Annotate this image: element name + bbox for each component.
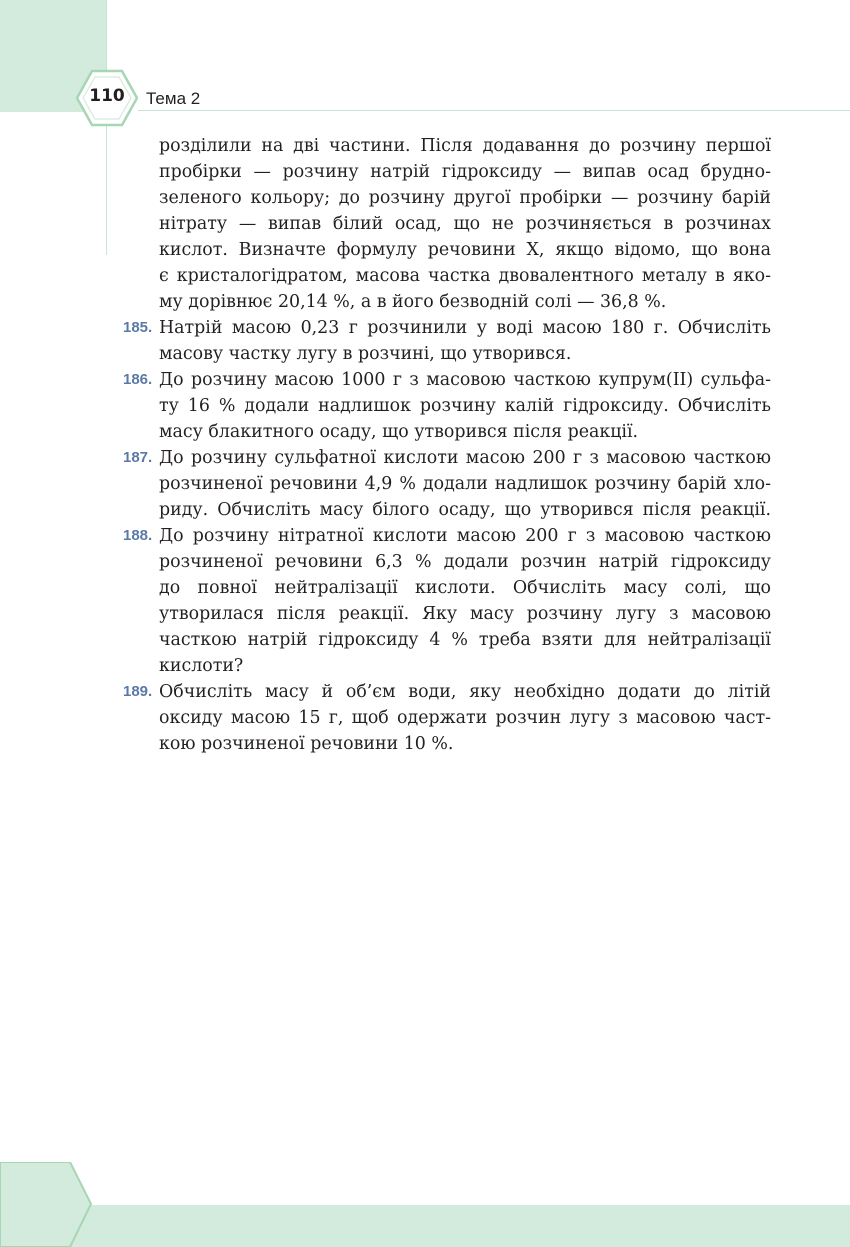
problem-first-line <box>0 367 850 393</box>
text-line <box>0 263 850 289</box>
line-text: До розчину масою 1000 г з масовою часткою купрум(ІІ) сульфа- <box>159 370 771 390</box>
line-text: часткою натрій гідроксиду 4 % треба взяти для нейтралізації <box>159 630 771 650</box>
line-text: масу блакитного осаду, що утворився після реакції. <box>159 422 639 442</box>
line-text: до повної нейтралізації кислоти. Обчисліть масу солі, що <box>159 578 771 598</box>
text-line <box>0 731 850 757</box>
text-line <box>0 185 850 211</box>
page-number: 110 <box>89 86 125 106</box>
header-horizontal-rule <box>138 110 850 111</box>
text-line <box>0 497 850 523</box>
problems-text <box>0 133 850 757</box>
footer-tab <box>0 1162 92 1247</box>
text-line <box>0 575 850 601</box>
line-text: До розчину сульфатної кислоти масою 200 г з масовою часткою <box>159 448 771 468</box>
line-text: розчиненої речовини 4,9 % додали надлишок розчину барій хло- <box>159 474 771 494</box>
problem-number: 187. <box>123 449 153 466</box>
text-line <box>0 549 850 575</box>
text-line <box>0 705 850 731</box>
text-line <box>0 133 850 159</box>
line-text: кою розчиненої речовини 10 %. <box>159 734 454 754</box>
text-line <box>0 393 850 419</box>
problem-first-line <box>0 315 850 341</box>
text-line <box>0 601 850 627</box>
text-line <box>0 159 850 185</box>
line-text: утворилася після реакції. Яку масу розчину лугу з масовою <box>159 604 771 624</box>
line-text: риду. Обчисліть масу білого осаду, що утворився після реакції. <box>159 500 771 520</box>
problem-number: 188. <box>123 527 153 544</box>
line-text: пробірки — розчину натрій гідроксиду — випав осад брудно- <box>159 162 771 182</box>
line-text: До розчину нітратної кислоти масою 200 г з масовою часткою <box>159 526 771 546</box>
line-text: Обчисліть масу й об’єм води, яку необхідно додати до літій <box>159 682 771 702</box>
text-line <box>0 627 850 653</box>
line-text: кислоти? <box>159 656 244 676</box>
footer-band <box>0 1205 850 1247</box>
line-text: кислот. Визначте формулу речовини X, якщо відомо, що вона <box>159 240 771 260</box>
problem-number: 185. <box>123 319 153 336</box>
line-text: є кристалогідратом, масова частка двовалентного металу в яко- <box>159 266 771 286</box>
text-line <box>0 341 850 367</box>
problem-number: 186. <box>123 371 153 388</box>
problem-number: 189. <box>123 683 153 700</box>
line-text: нітрату — випав білий осад, що не розчиняється в розчинах <box>159 214 771 234</box>
text-line <box>0 237 850 263</box>
problem-first-line <box>0 445 850 471</box>
line-text: розділили на дві частини. Після додавання до розчину першої <box>159 136 771 156</box>
text-line <box>0 211 850 237</box>
line-text: масову частку лугу в розчині, що утворився. <box>159 344 572 364</box>
problem-first-line <box>0 679 850 705</box>
line-text: ту 16 % додали надлишок розчину калій гідроксиду. Обчисліть <box>159 396 771 416</box>
text-line <box>0 419 850 445</box>
problem-first-line <box>0 523 850 549</box>
line-text: му дорівнює 20,14 %, а в його безводній солі — 36,8 %. <box>159 292 667 312</box>
text-line <box>0 289 850 315</box>
line-text: оксиду масою 15 г, щоб одержати розчин лугу з масовою част- <box>159 708 771 728</box>
text-line <box>0 471 850 497</box>
text-line <box>0 653 850 679</box>
line-text: розчиненої речовини 6,3 % додали розчин натрій гідроксиду <box>159 552 771 572</box>
line-text: Натрій масою 0,23 г розчинили у воді масою 180 г. Обчисліть <box>159 318 771 338</box>
topic-label: Тема 2 <box>146 89 201 108</box>
line-text: зеленого кольору; до розчину другої пробірки — розчину барій <box>159 188 771 208</box>
